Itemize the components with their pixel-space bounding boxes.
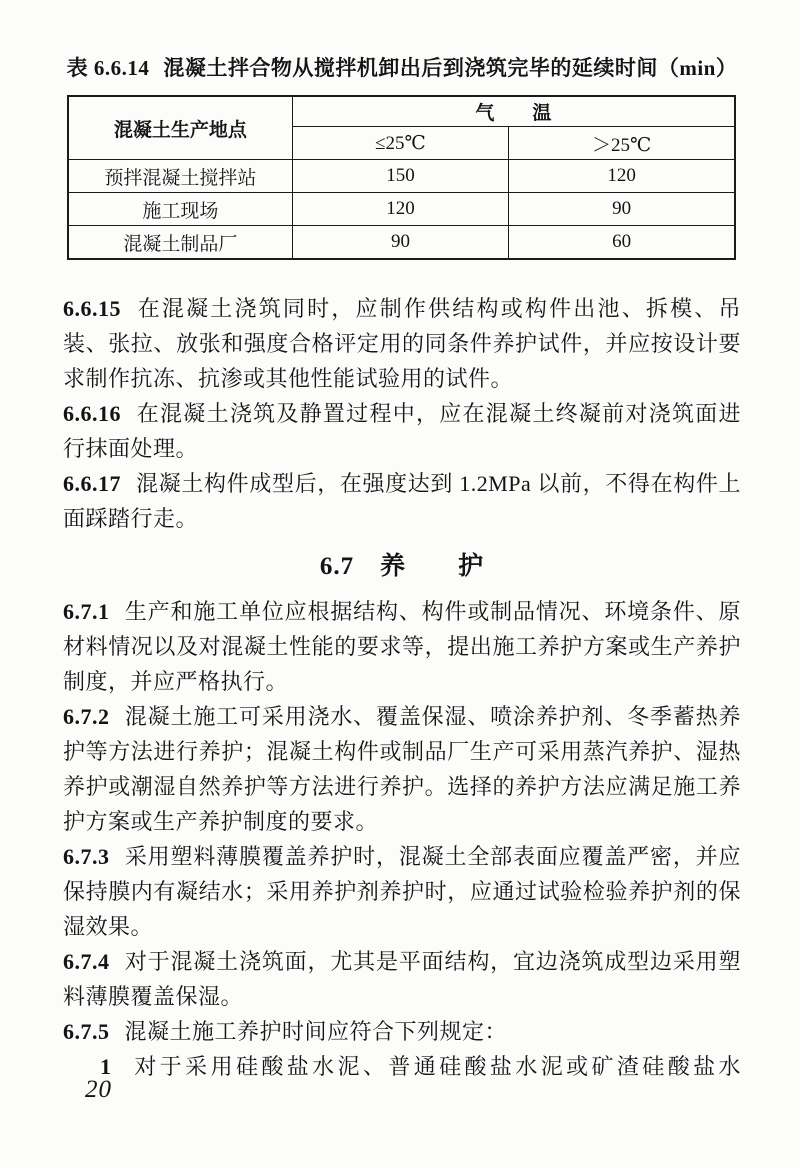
clause-number: 6.7.1 bbox=[63, 599, 110, 624]
clause-text: 采用塑料薄膜覆盖养护时，混凝土全部表面应覆盖严密，并应保持膜内有凝结水；采用养护剂养护时，应通过试验检验养护剂的保湿效果。 bbox=[63, 844, 741, 939]
clauses-section-6-6 bbox=[63, 291, 741, 536]
clause-number: 6.7.4 bbox=[63, 949, 110, 974]
table-caption-text: 混凝土拌合物从搅拌机卸出后到浇筑完毕的延续时间（min） bbox=[163, 56, 738, 80]
clause-number: 6.7.3 bbox=[63, 844, 110, 869]
clause-6-6-16 bbox=[63, 396, 741, 466]
cell-le25: 150 bbox=[292, 160, 508, 193]
cell-le25: 120 bbox=[292, 193, 508, 226]
concrete-duration-table bbox=[67, 95, 736, 260]
clause-number: 6.6.15 bbox=[63, 296, 121, 321]
clause-text: 混凝土施工可采用浇水、覆盖保湿、喷涂养护剂、冬季蓄热养护等方法进行养护；混凝土构件或制品厂生产可采用蒸汽养护、湿热养护或潮湿自然养护等方法进行养护。选择的养护方法应满足施工养护方案或生产养护制度的要求。 bbox=[63, 704, 741, 834]
list-item-text: 对于采用硅酸盐水泥、普通硅酸盐水泥或矿渣硅酸盐水 bbox=[131, 1054, 741, 1079]
clause-6-6-15 bbox=[63, 291, 741, 396]
clause-text: 在混凝土浇筑及静置过程中，应在混凝土终凝前对浇筑面进行抹面处理。 bbox=[63, 401, 741, 461]
clauses-section-6-7 bbox=[63, 594, 741, 1084]
section-title: 养 护 bbox=[380, 553, 485, 580]
clause-number: 6.6.16 bbox=[63, 401, 121, 426]
header-cell-location: 混凝土生产地点 bbox=[68, 96, 292, 160]
header-cell-le25: ≤25℃ bbox=[292, 127, 508, 160]
clause-text: 混凝土施工养护时间应符合下列规定： bbox=[124, 1019, 508, 1044]
clause-text: 生产和施工单位应根据结构、构件或制品情况、环境条件、原材料情况以及对混凝土性能的要求等，提出施工养护方案或生产养护制度，并应严格执行。 bbox=[63, 599, 741, 694]
clause-text: 在混凝土浇筑同时，应制作供结构或构件出池、拆模、吊装、张拉、放张和强度合格评定用的同条件养护试件，并应按设计要求制作抗冻、抗渗或其他性能试验用的试件。 bbox=[63, 296, 741, 391]
table-row bbox=[68, 226, 735, 260]
table-header-row-1 bbox=[68, 96, 735, 127]
table-row bbox=[68, 160, 735, 193]
table-row bbox=[68, 193, 735, 226]
cell-location: 施工现场 bbox=[68, 193, 292, 226]
clause-6-7-4 bbox=[63, 944, 741, 1014]
section-number: 6.7 bbox=[319, 553, 355, 580]
clause-6-6-17 bbox=[63, 466, 741, 536]
header-cell-temperature: 气 温 bbox=[292, 96, 735, 127]
clause-number: 6.7.2 bbox=[63, 704, 110, 729]
page-number: 20 bbox=[85, 1076, 112, 1103]
list-item-number: 1 bbox=[100, 1054, 112, 1079]
cell-location: 预拌混凝土搅拌站 bbox=[68, 160, 292, 193]
clause-6-7-1 bbox=[63, 594, 741, 699]
document-page bbox=[63, 0, 741, 1168]
table-caption bbox=[63, 54, 741, 82]
clause-number: 6.6.17 bbox=[63, 471, 121, 496]
clause-number: 6.7.5 bbox=[63, 1019, 110, 1044]
clause-text: 混凝土构件成型后，在强度达到 1.2MPa 以前，不得在构件上面踩踏行走。 bbox=[63, 471, 741, 531]
cell-gt25: 90 bbox=[509, 193, 735, 226]
cell-le25: 90 bbox=[292, 226, 508, 260]
clause-6-7-3 bbox=[63, 839, 741, 944]
table-caption-number: 表 6.6.14 bbox=[66, 56, 150, 80]
list-item-1 bbox=[63, 1049, 741, 1084]
clause-6-7-2 bbox=[63, 699, 741, 839]
clause-text: 对于混凝土浇筑面，尤其是平面结构，宜边浇筑成型边采用塑料薄膜覆盖保湿。 bbox=[63, 949, 741, 1009]
cell-location: 混凝土制品厂 bbox=[68, 226, 292, 260]
cell-gt25: 60 bbox=[509, 226, 735, 260]
clause-6-7-5 bbox=[63, 1014, 741, 1049]
section-heading-6-7 bbox=[63, 549, 741, 584]
header-cell-gt25: ＞25℃ bbox=[509, 127, 735, 160]
cell-gt25: 120 bbox=[509, 160, 735, 193]
